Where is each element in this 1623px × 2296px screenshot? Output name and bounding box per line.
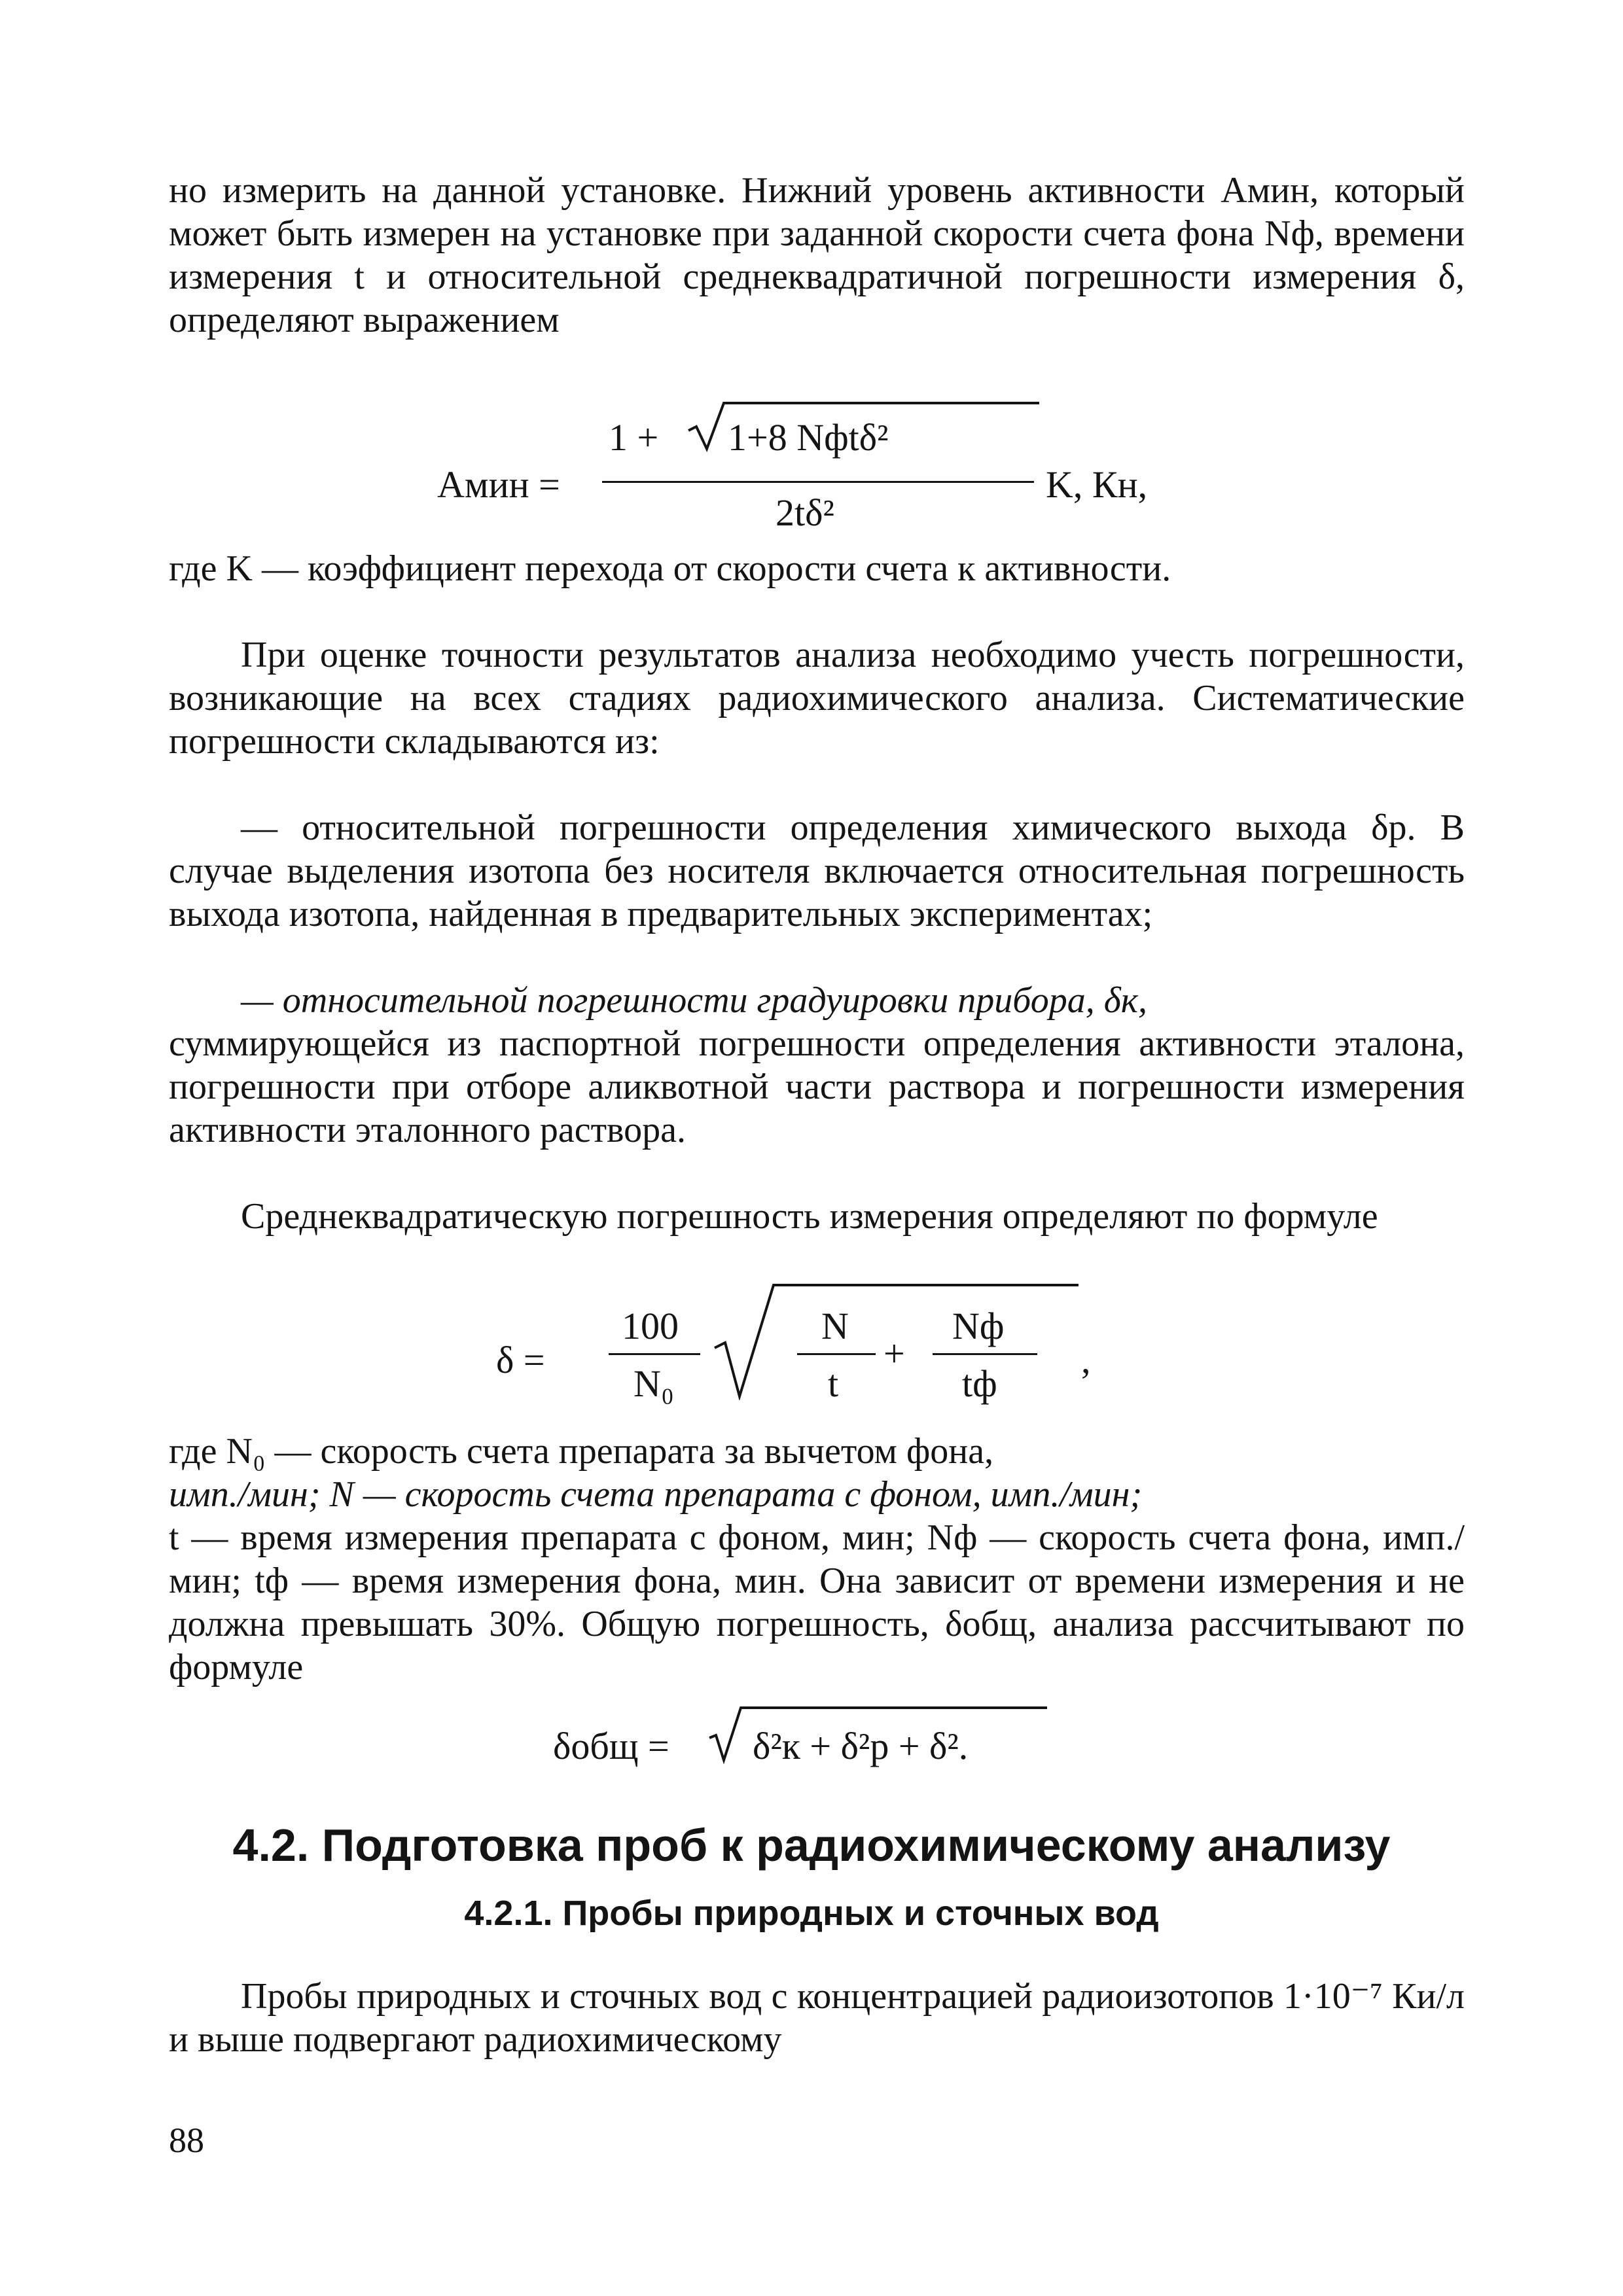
formula2-coef-denominator: N₀ — [633, 1362, 675, 1405]
samples-paragraph: Пробы природных и сточных вод с концентрацией радиоизотопов 1·10⁻⁷ Ки/л и выше подвергают радиохимическому — [169, 1976, 1465, 2060]
errors-paragraph: При оценке точности результатов анализа необходимо учесть погрешности, возникающие на всех стадиях радиохимического анализа. Систематические погрешности складываются из: — [169, 635, 1465, 762]
formula2-term1-denominator: t — [828, 1362, 839, 1405]
formula1-lhs: Aмин = — [437, 463, 560, 506]
formula2-comma: , — [1081, 1339, 1091, 1381]
mean-square-paragraph: Среднеквадратическую погрешность измерения определяют по формуле — [241, 1196, 1378, 1237]
formula1-suffix: K, Кн, — [1046, 463, 1148, 506]
chemical-yield-item: — относительной погрешности определения химического выхода δр. В случае выделения изотопа без носителя включается относительная погрешность выхода изотопа, найденная в предварительных экспериментах; — [169, 807, 1465, 934]
formula3-radicand: δ²к + δ²р + δ². — [753, 1725, 969, 1767]
formula1-numerator-left: 1 + — [609, 416, 659, 459]
formula1-fraction-bar — [602, 481, 1034, 483]
where-k-paragraph: где K — коэффициент перехода от скорости счета к активности. — [169, 548, 1171, 589]
formula2-coef-bar — [609, 1353, 700, 1355]
intro-paragraph: но измерить на данной установке. Нижний уровень активности Aмин, который может быть измерен на установке при заданной скорости счета фона Nф, времени измерения t и относительной среднеквадратичной погрешности измерения δ, определяют выражением — [169, 170, 1465, 340]
formula1-denominator: 2tδ² — [776, 491, 834, 534]
calibration-item-rest: суммирующейся из паспортной погрешности определения активности эталона, погрешности при отборе аликвотной части раствора и погрешности измерения активности эталонного раствора. — [169, 1023, 1465, 1150]
subsection-heading: 4.2.1. Пробы природных и сточных вод — [464, 1894, 1159, 1933]
formula2-term2-bar — [933, 1353, 1037, 1355]
formula2-lhs: δ = — [496, 1339, 545, 1381]
where-n0-line2: имп./мин; N — скорость счета препарата с фоном, имп./мин; — [169, 1474, 1143, 1515]
section-heading: 4.2. Подготовка проб к радиохимическому анализу — [232, 1820, 1391, 1871]
formula2-term2-denominator: tф — [962, 1362, 997, 1405]
formula2-term1-bar — [797, 1353, 876, 1355]
where-n0-line1: где N₀ — скорость счета препарата за вычетом фона, — [169, 1431, 994, 1472]
formula3-lhs: δобщ = — [553, 1725, 669, 1767]
formula2-term1-numerator: N — [821, 1305, 849, 1347]
formula2-term2-numerator: Nф — [952, 1305, 1005, 1347]
formula2-coef-numerator: 100 — [622, 1305, 679, 1347]
formula2-plus: + — [883, 1332, 905, 1375]
where-n0-rest: t — время измерения препарата с фоном, мин; Nф — скорость счета фона, имп./мин; tф — время измерения фона, мин. Она зависит от времени измерения и не должна превышать 30%. Общую погрешность, δобщ, анализа рассчитывают по формуле — [169, 1517, 1465, 1687]
calibration-item-italic: — относительной погрешности градуировки прибора, δк, — [241, 980, 1147, 1021]
formula1-radicand: 1+8 Nфtδ² — [728, 416, 889, 459]
page-number: 88 — [169, 2121, 204, 2160]
